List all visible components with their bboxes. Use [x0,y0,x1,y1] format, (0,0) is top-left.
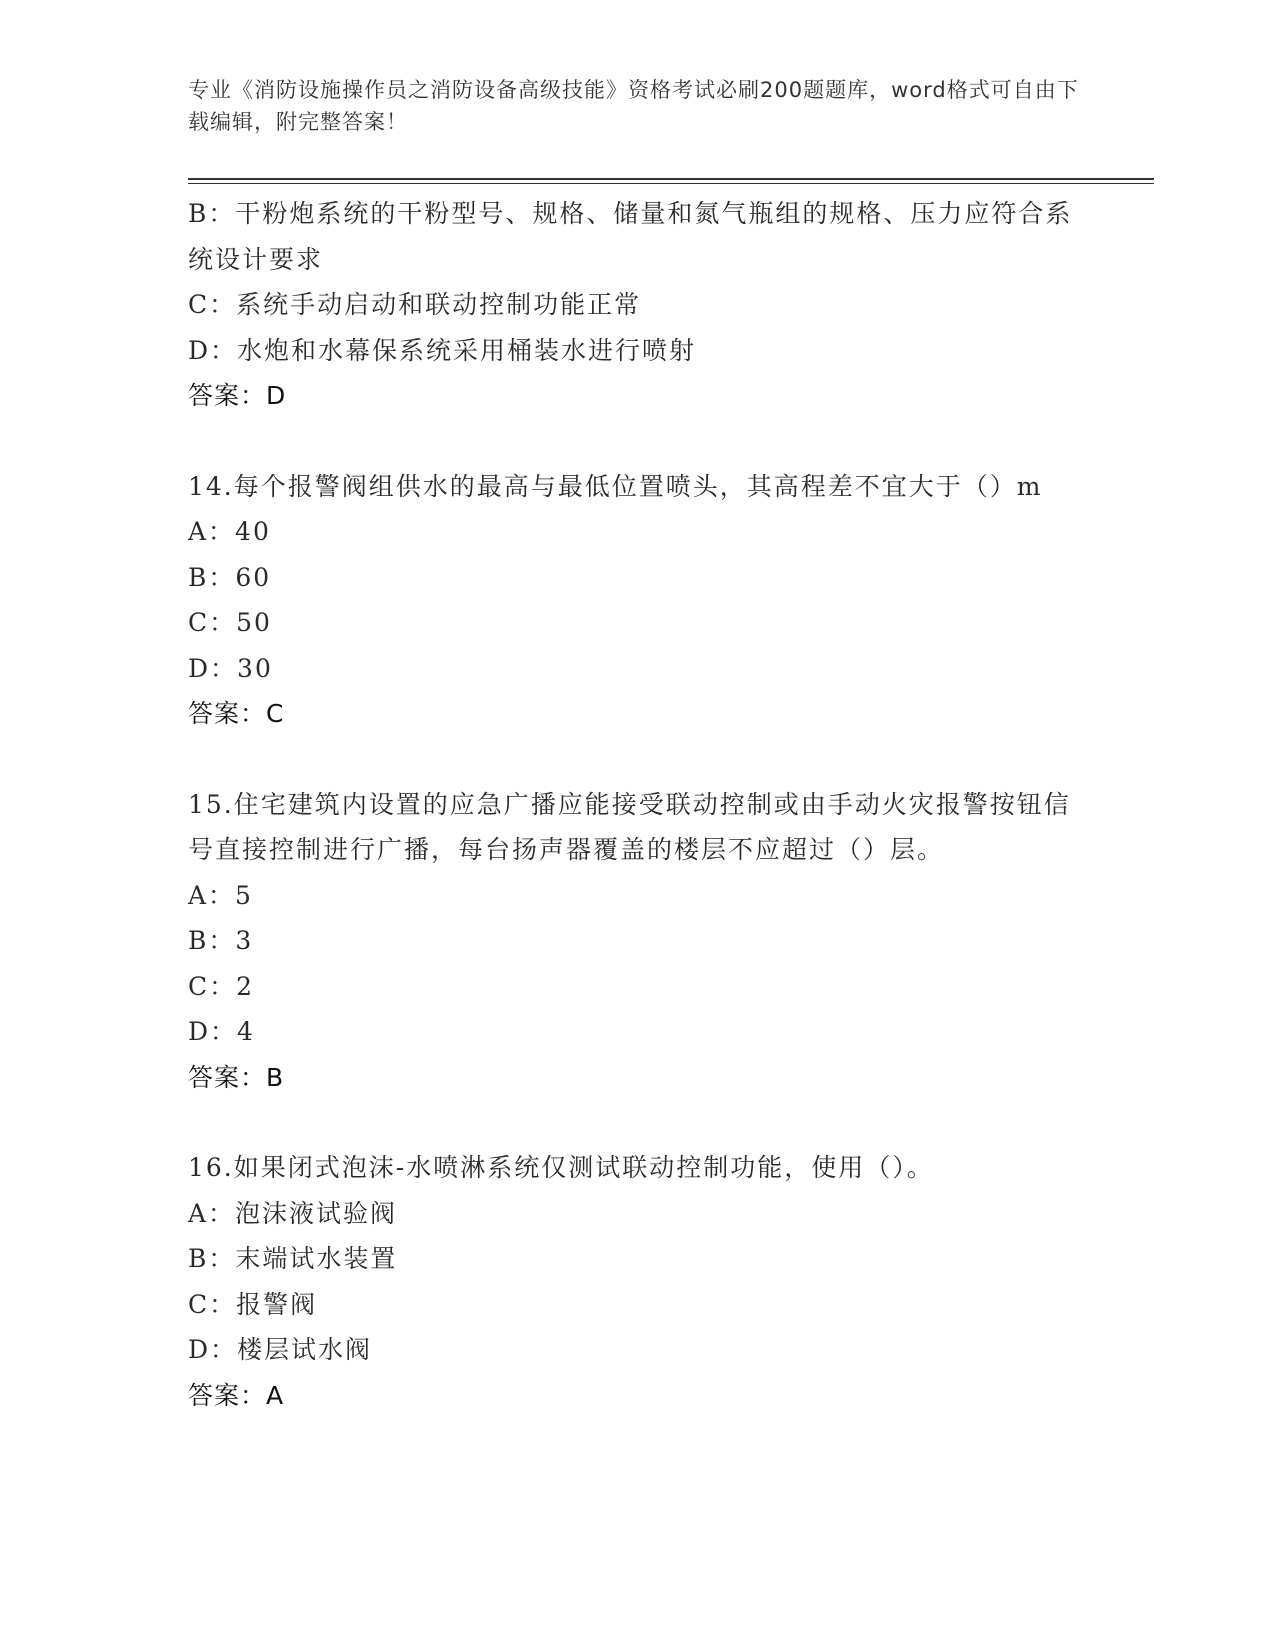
answer-line: 答案：A [188,1380,285,1410]
answer-line: 答案：B [188,1062,285,1092]
option-d: D：楼层试水阀 [188,1335,373,1364]
option-a: A：5 [188,880,253,910]
option-d: D：30 [188,653,273,683]
question-stem: 15.住宅建筑内设置的应急广播应能接受联动控制或由手动火灾报警按钮信号直接控制进行广播，每台扬声器覆盖的楼层不应超过（）层。 [188,789,1071,864]
header-divider [188,178,1154,180]
option-a: A：40 [188,517,271,546]
option-b: B：3 [188,926,254,955]
option-d: D：4 [188,1017,255,1046]
question-stem: 16.如果闭式泡沫-水喷淋系统仅测试联动控制功能，使用（）。 [188,1153,934,1182]
header-divider-thin [188,183,1154,184]
continued-question [188,191,1088,419]
option-a: A：泡沫液试验阀 [188,1198,398,1228]
option-d: D：水炮和水幕保系统采用桶装水进行喷射 [188,335,697,365]
document-body [188,191,1088,1418]
question-16 [188,1145,1088,1418]
question-14 [188,464,1088,737]
option-b: B：60 [188,562,272,592]
option-b: B：末端试水装置 [188,1244,398,1273]
answer-line: 答案：D [188,381,287,410]
question-15 [188,782,1088,1101]
option-c: C：2 [188,971,255,1001]
option-c: C：50 [188,608,272,637]
answer-line: 答案：C [188,699,285,728]
question-stem: 14.每个报警阀组供水的最高与最低位置喷头，其高程差不宜大于（）m [188,471,1043,501]
option-b: B：干粉炮系统的干粉型号、规格、储量和氮气瓶组的规格、压力应符合系统设计要求 [188,199,1073,274]
option-c: C：系统手动启动和联动控制功能正常 [188,290,642,319]
option-c: C：报警阀 [188,1289,318,1319]
page-header: 专业《消防设施操作员之消防设备高级技能》资格考试必刷200题题库，word格式可自由下载编辑，附完整答案！ [188,78,1079,134]
